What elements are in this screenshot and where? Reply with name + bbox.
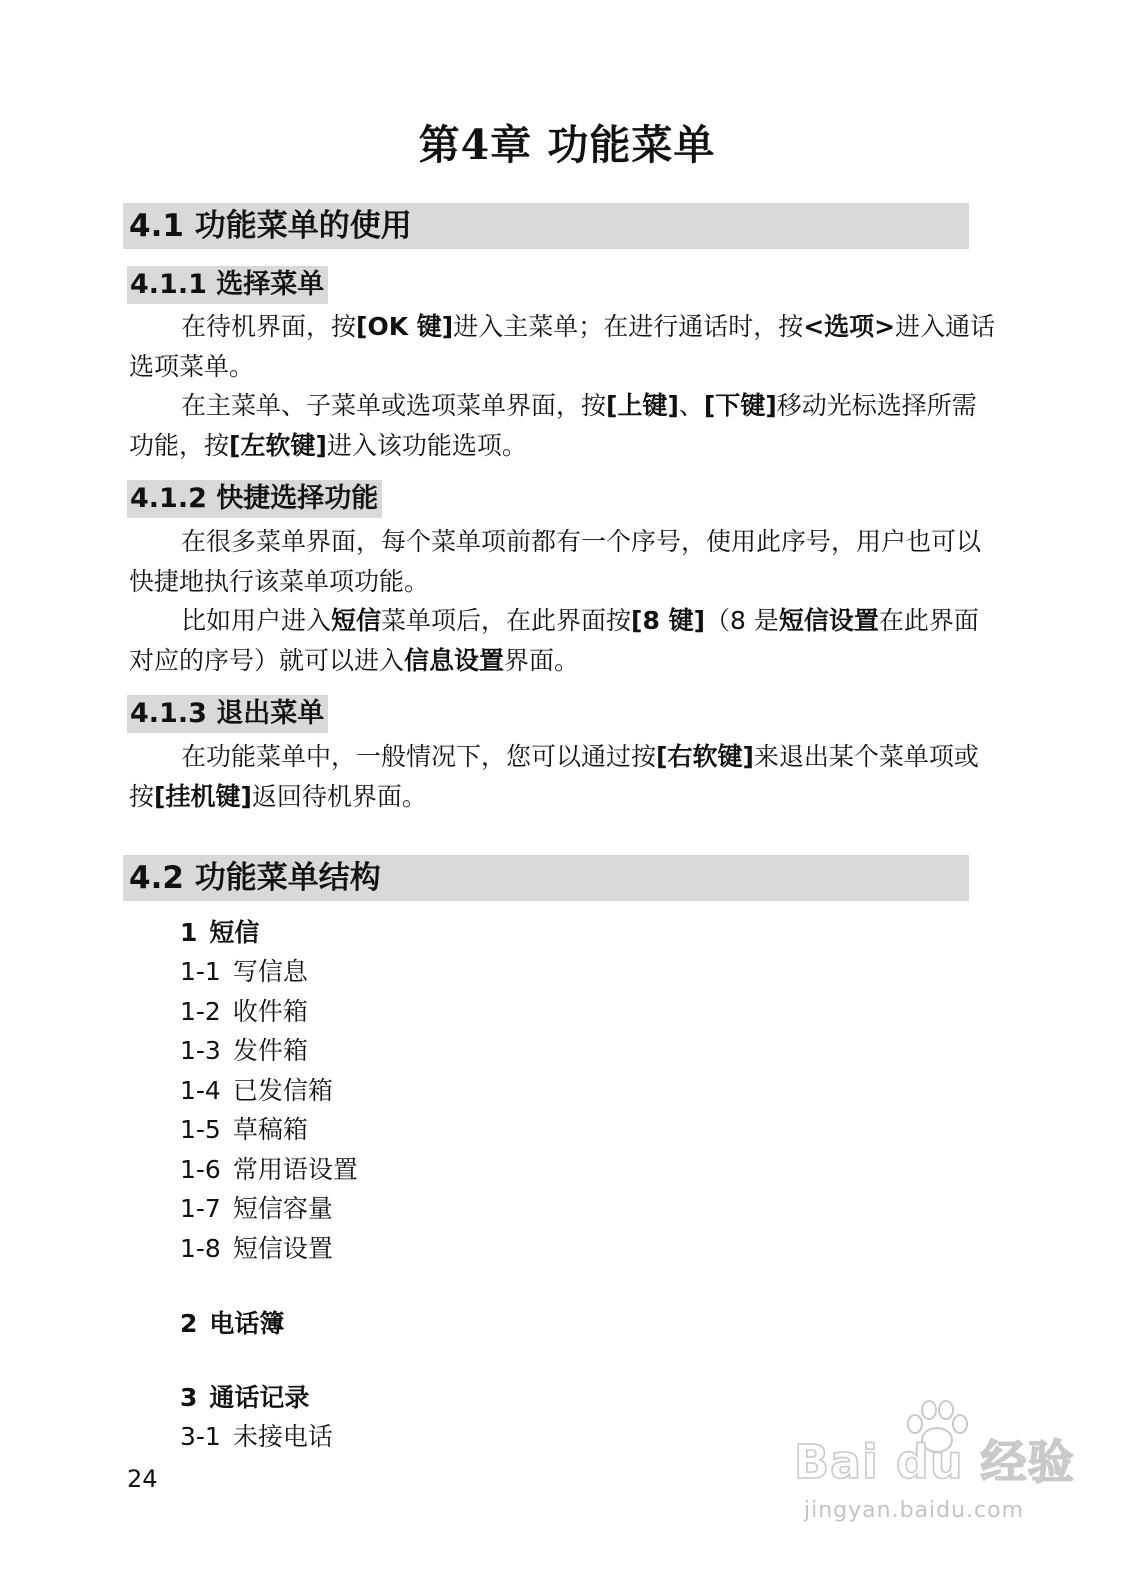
- menu-item-1-1: 1-1 写信息: [180, 957, 308, 986]
- paragraph-shortcut-1: 在很多菜单界面，每个菜单项前都有一个序号，使用此序号，用户也可以快捷地执行该菜单项功能。: [129, 527, 982, 596]
- menu-item-3: 3 通话记录: [180, 1383, 310, 1412]
- menu-item-1-8: 1-8 短信设置: [180, 1234, 333, 1263]
- menu-item-1-2: 1-2 收件箱: [180, 997, 308, 1026]
- subsection-heading-4-1-3: 4.1.3 退出菜单: [127, 695, 328, 733]
- watermark-brand: Bai du 经验: [794, 1435, 1075, 1489]
- section-heading-4-1: 4.1 功能菜单的使用: [123, 203, 969, 249]
- menu-item-1: 1 短信: [180, 918, 260, 947]
- watermark: [790, 1398, 1075, 1528]
- paragraph-shortcut-2: 比如用户进入短信菜单项后，在此界面按[8 键]（8 是短信设置在此界面对应的序号）就可以进入信息设置界面。: [129, 606, 979, 675]
- paragraph-select-menu-2: 在主菜单、子菜单或选项菜单界面，按[上键]、[下键]移动光标选择所需功能，按[左软键]进入该功能选项。: [129, 391, 977, 460]
- menu-item-1-7: 1-7 短信容量: [180, 1194, 333, 1223]
- subsection-heading-4-1-1: 4.1.1 选择菜单: [127, 266, 328, 304]
- paragraph-select-menu-1: 在待机界面，按[OK 键]进入主菜单；在进行通话时，按<选项>进入通话选项菜单。: [129, 312, 996, 381]
- menu-item-1-4: 1-4 已发信箱: [180, 1076, 333, 1105]
- menu-item-3-1: 3-1 未接电话: [180, 1422, 333, 1451]
- menu-item-1-6: 1-6 常用语设置: [180, 1155, 358, 1184]
- menu-item-1-5: 1-5 草稿箱: [180, 1115, 308, 1144]
- menu-item-1-3: 1-3 发件箱: [180, 1036, 308, 1065]
- page-number: 24: [127, 1465, 158, 1493]
- watermark-url: jingyan.baidu.com: [804, 1498, 1025, 1523]
- menu-item-2: 2 电话簿: [180, 1309, 285, 1338]
- subsection-heading-4-1-2: 4.1.2 快捷选择功能: [127, 480, 382, 518]
- chapter-title: 第4章 功能菜单: [418, 121, 716, 169]
- paragraph-exit-menu: 在功能菜单中，一般情况下，您可以通过按[右软键]来退出某个菜单项或按[挂机键]返回待机界面。: [129, 742, 979, 811]
- section-heading-4-2: 4.2 功能菜单结构: [123, 855, 969, 901]
